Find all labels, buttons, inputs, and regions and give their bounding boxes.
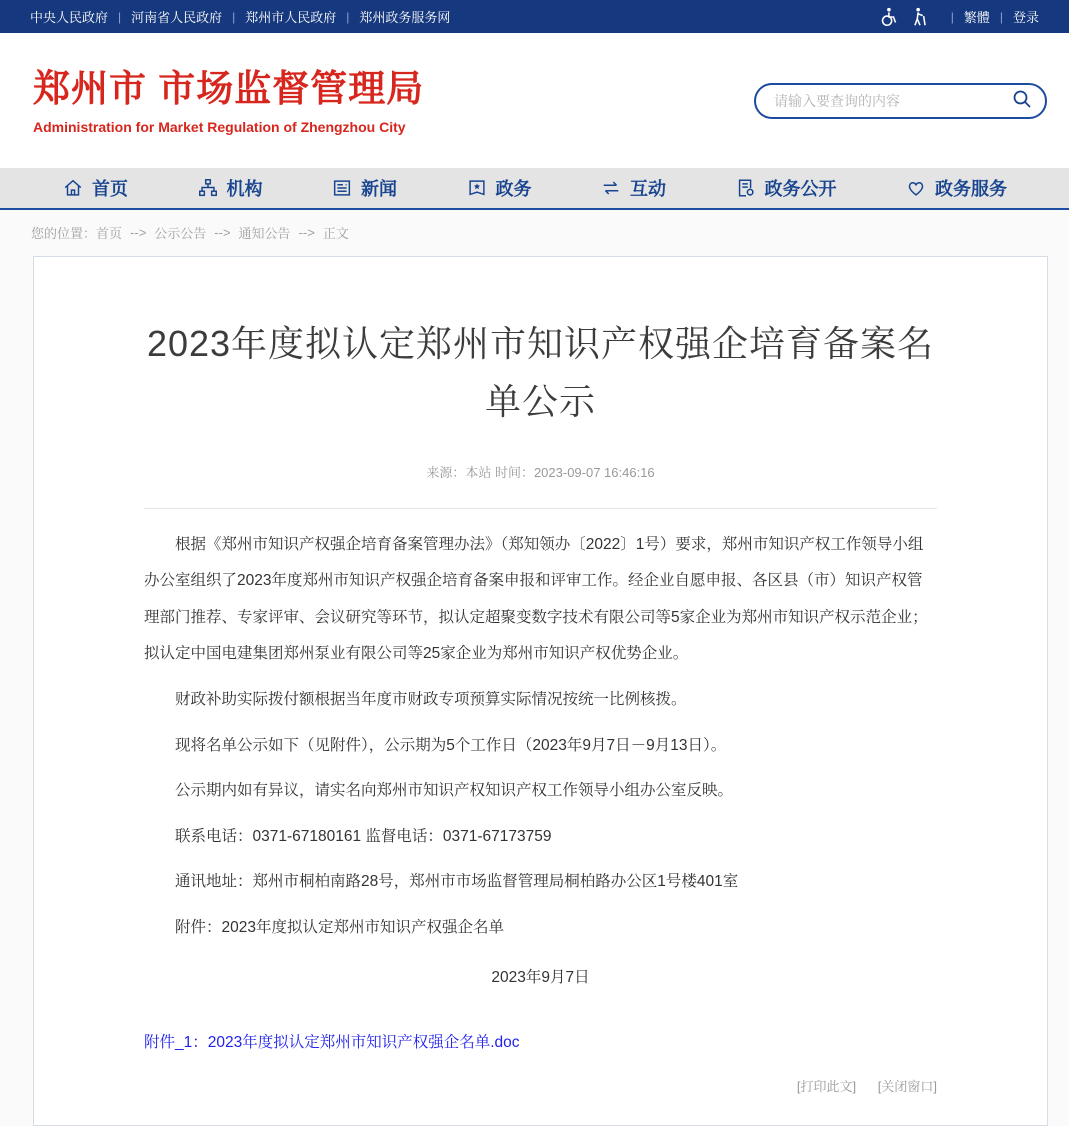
site-title: 郑州市 市场监督管理局 [33, 68, 425, 110]
nav-label: 首页 [92, 179, 128, 199]
topbar [0, 0, 1069, 33]
paragraph: 根据《郑州市知识产权强企培育备案管理办法》（郑知领办〔2022〕1号）要求，郑州市知识产权工作领导小组办公室组织了2023年度郑州市知识产权强企培育备案申报和评审工作。经企业自愿申报、各区县（市）知识产权管理部门推荐、专家评审、会议研究等环节，拟认定超聚变数字技术有限公司等5家企业为郑州市知识产权示范企业；拟认定中国电建集团郑州泵业有限公司等25家企业为郑州市知识产权优势企业。 [144, 535, 928, 663]
article-footer [144, 1076, 937, 1095]
nav-item-organization[interactable] [197, 175, 263, 201]
site-logo [33, 66, 424, 134]
article-body [144, 527, 937, 1095]
search-icon [1010, 87, 1034, 111]
breadcrumb-announcements[interactable]: 通知公告 [238, 225, 291, 241]
nav-item-news[interactable] [331, 175, 397, 201]
breadcrumb-separator: --> [214, 224, 231, 240]
attachment-doc-link[interactable]: 附件_1：2023年度拟认定郑州市知识产权强企名单.doc [144, 1033, 520, 1051]
print-button[interactable]: [打印此文] [796, 1078, 857, 1094]
nav-item-home[interactable] [62, 175, 128, 201]
main-nav [0, 168, 1069, 210]
paragraph: 财政补助实际拨付额根据当年度市财政专项预算实际情况按统一比例核拨。 [175, 690, 687, 708]
wheelchair-accessibility-icon[interactable] [877, 6, 899, 28]
disclosure-icon [735, 177, 757, 199]
separator: | [346, 9, 350, 24]
nav-item-interaction[interactable] [600, 175, 666, 201]
breadcrumb-separator: --> [298, 224, 315, 240]
breadcrumb-separator: --> [130, 224, 147, 240]
traditional-chinese-toggle[interactable]: 繁體 [963, 10, 990, 25]
breadcrumb [0, 210, 1069, 254]
search-button[interactable] [1007, 87, 1037, 115]
site-search [754, 83, 1047, 119]
paragraph: 公示期内如有异议，请实名向郑州市知识产权知识产权工作领导小组办公室反映。 [175, 782, 734, 800]
nav-item-services[interactable] [905, 175, 1007, 201]
separator: | [999, 9, 1003, 24]
site-header [0, 33, 1069, 168]
nav-label: 互动 [630, 179, 666, 199]
paragraph: 附件：2023年度拟认定郑州市知识产权强企名单 [175, 918, 504, 936]
topbar-gov-links [30, 7, 450, 26]
breadcrumb-prefix: 您的位置： [31, 225, 97, 241]
nav-label: 政务公开 [764, 179, 837, 199]
home-icon [62, 177, 84, 199]
nav-item-government[interactable] [466, 175, 532, 201]
paragraph: 现将名单公示如下（见附件），公示期为5个工作日（2023年9月7日－9月13日）。 [175, 736, 727, 754]
article-date: 2023年9月7日 [491, 969, 590, 987]
nav-label: 机构 [226, 179, 263, 199]
divider [144, 508, 937, 509]
topbar-utilities [877, 6, 1039, 28]
site-subtitle: Administration for Market Regulation of Zhengzhou City [33, 118, 406, 135]
gov-icon [466, 177, 488, 199]
paragraph: 通讯地址：郑州市桐柏南路28号，郑州市市场监督管理局桐柏路办公区1号楼401室 [175, 873, 739, 891]
service-heart-icon [905, 177, 927, 199]
topbar-link-central-gov[interactable]: 中央人民政府 [30, 10, 109, 25]
article-card [33, 256, 1048, 1126]
news-icon [331, 177, 353, 199]
breadcrumb-home[interactable]: 首页 [96, 225, 123, 241]
nav-label: 政务服务 [935, 179, 1007, 199]
paragraph: 联系电话：0371-67180161 监督电话：0371-67173759 [175, 827, 552, 845]
nav-label: 政务 [495, 179, 532, 199]
login-link[interactable]: 登录 [1012, 10, 1039, 25]
article-title: 2023年度拟认定郑州市知识产权强企培育备案名单公示 [146, 323, 935, 423]
article-meta: 来源：本站 时间：2023-09-07 16:46:16 [426, 464, 655, 480]
topbar-link-zhengzhou-service[interactable]: 郑州政务服务网 [359, 10, 451, 25]
nav-item-disclosure[interactable] [735, 175, 837, 201]
breadcrumb-current: 正文 [322, 225, 349, 241]
org-icon [197, 177, 219, 199]
topbar-link-henan-gov[interactable]: 河南省人民政府 [131, 10, 223, 25]
separator: | [950, 9, 954, 24]
search-input[interactable] [754, 83, 1047, 119]
separator: | [118, 9, 122, 24]
nav-label: 新闻 [361, 179, 397, 199]
separator: | [232, 9, 236, 24]
interact-icon [600, 177, 622, 199]
breadcrumb-notices[interactable]: 公示公告 [154, 225, 207, 241]
close-window-button[interactable]: [关闭窗口] [877, 1078, 937, 1094]
topbar-link-zhengzhou-gov[interactable]: 郑州市人民政府 [245, 10, 337, 25]
elderly-accessibility-icon[interactable] [909, 6, 931, 28]
